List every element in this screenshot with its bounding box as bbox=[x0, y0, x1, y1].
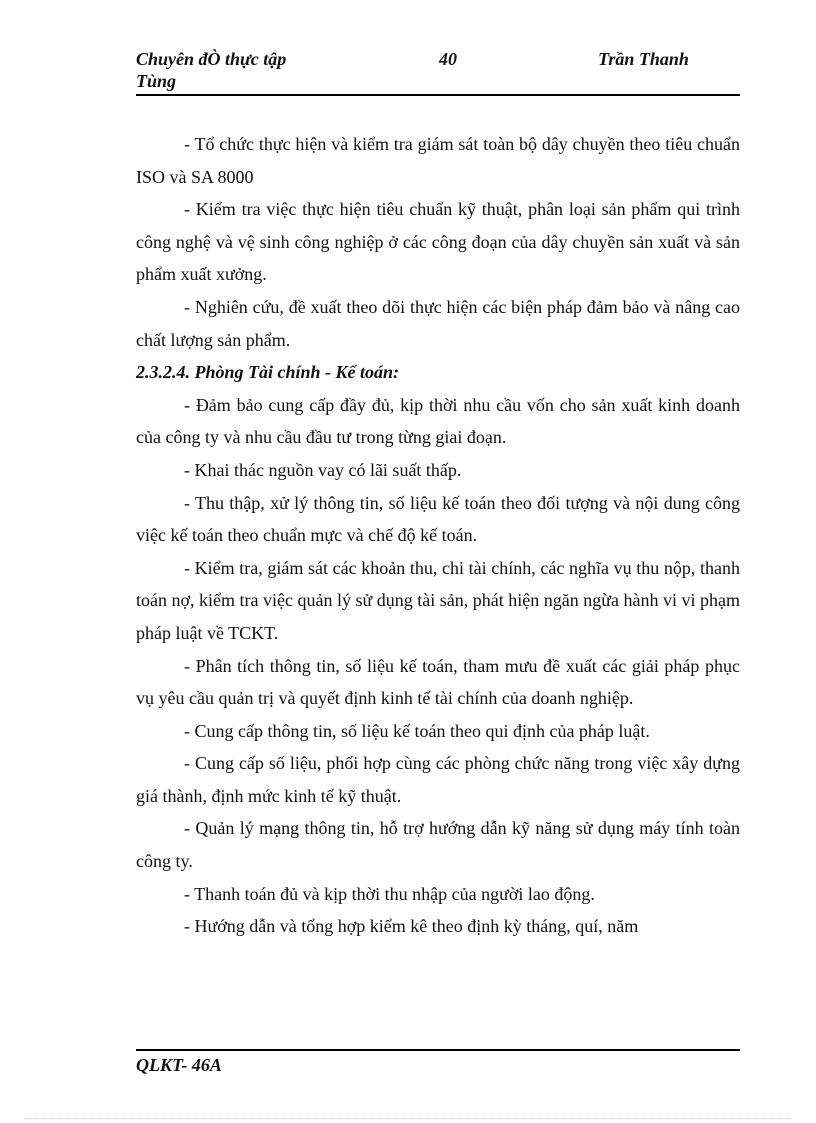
header-author-continued: Tùng bbox=[136, 71, 177, 91]
paragraph: - Nghiên cứu, đề xuất theo dõi thực hiện các biện pháp đảm bảo và nâng cao chất lượng sản phẩm. bbox=[136, 296, 740, 350]
paragraph: - Thanh toán đủ và kịp thời thu nhập của người lao động. bbox=[184, 883, 595, 904]
paragraph: - Quản lý mạng thông tin, hỗ trợ hướng dẫn kỹ năng sử dụng máy tính toàn công ty. bbox=[136, 818, 740, 872]
paragraph: - Cung cấp thông tin, số liệu kế toán theo qui định của pháp luật. bbox=[184, 720, 650, 741]
body-text bbox=[136, 128, 740, 943]
paragraph: - Tổ chức thực hiện và kiểm tra giám sát toàn bộ dây chuyền theo tiêu chuẩn ISO và SA 8000 bbox=[136, 134, 740, 187]
paragraph: - Kiểm tra việc thực hiện tiêu chuẩn kỹ thuật, phân loại sản phẩm qui trình công nghệ và vệ sinh công nghiệp ở các công đoạn của dây chuyền sản xuất và sản phẩm xuất xưởng. bbox=[136, 199, 740, 285]
paragraph: - Cung cấp số liệu, phối hợp cùng các phòng chức năng trong việc xây dựng giá thành, định mức kinh tế kỹ thuật. bbox=[136, 753, 740, 806]
header-author: Trần Thanh bbox=[598, 49, 689, 69]
header-divider bbox=[136, 94, 740, 96]
paragraph: - Đảm bảo cung cấp đầy đủ, kịp thời nhu cầu vốn cho sản xuất kinh doanh của công ty và nhu cầu đầu tư trong từng giai đoạn. bbox=[136, 394, 740, 448]
header-title: Chuyên đÒ thực tập bbox=[136, 49, 287, 69]
page-footer: QLKT- 46A bbox=[136, 1055, 222, 1075]
paragraph: - Khai thác nguồn vay có lãi suất thấp. bbox=[184, 459, 462, 480]
paragraph: - Thu thập, xử lý thông tin, số liệu kế toán theo đối tượng và nội dung công việc kế toán theo chuẩn mực và chế độ kế toán. bbox=[136, 492, 740, 546]
section-heading: 2.3.2.4. Phòng Tài chính - Kế toán: bbox=[136, 362, 400, 383]
page-edge-divider bbox=[24, 1118, 792, 1119]
paragraph: - Kiểm tra, giám sát các khoản thu, chi tài chính, các nghĩa vụ thu nộp, thanh toán nợ, kiểm tra việc quản lý sử dụng tài sản, phát hiện ngăn ngừa hành vi vi phạm pháp luật về TCKT. bbox=[136, 557, 740, 643]
paragraph: - Hướng dẫn và tổng hợp kiểm kê theo định kỳ tháng, quí, năm bbox=[184, 916, 639, 937]
page-number: 40 bbox=[439, 49, 457, 69]
paragraph: - Phân tích thông tin, số liệu kế toán, tham mưu đề xuất các giải pháp phục vụ yêu cầu quản trị và quyết định kinh tế tài chính của doanh nghiệp. bbox=[136, 655, 740, 709]
footer-divider bbox=[136, 1049, 740, 1051]
